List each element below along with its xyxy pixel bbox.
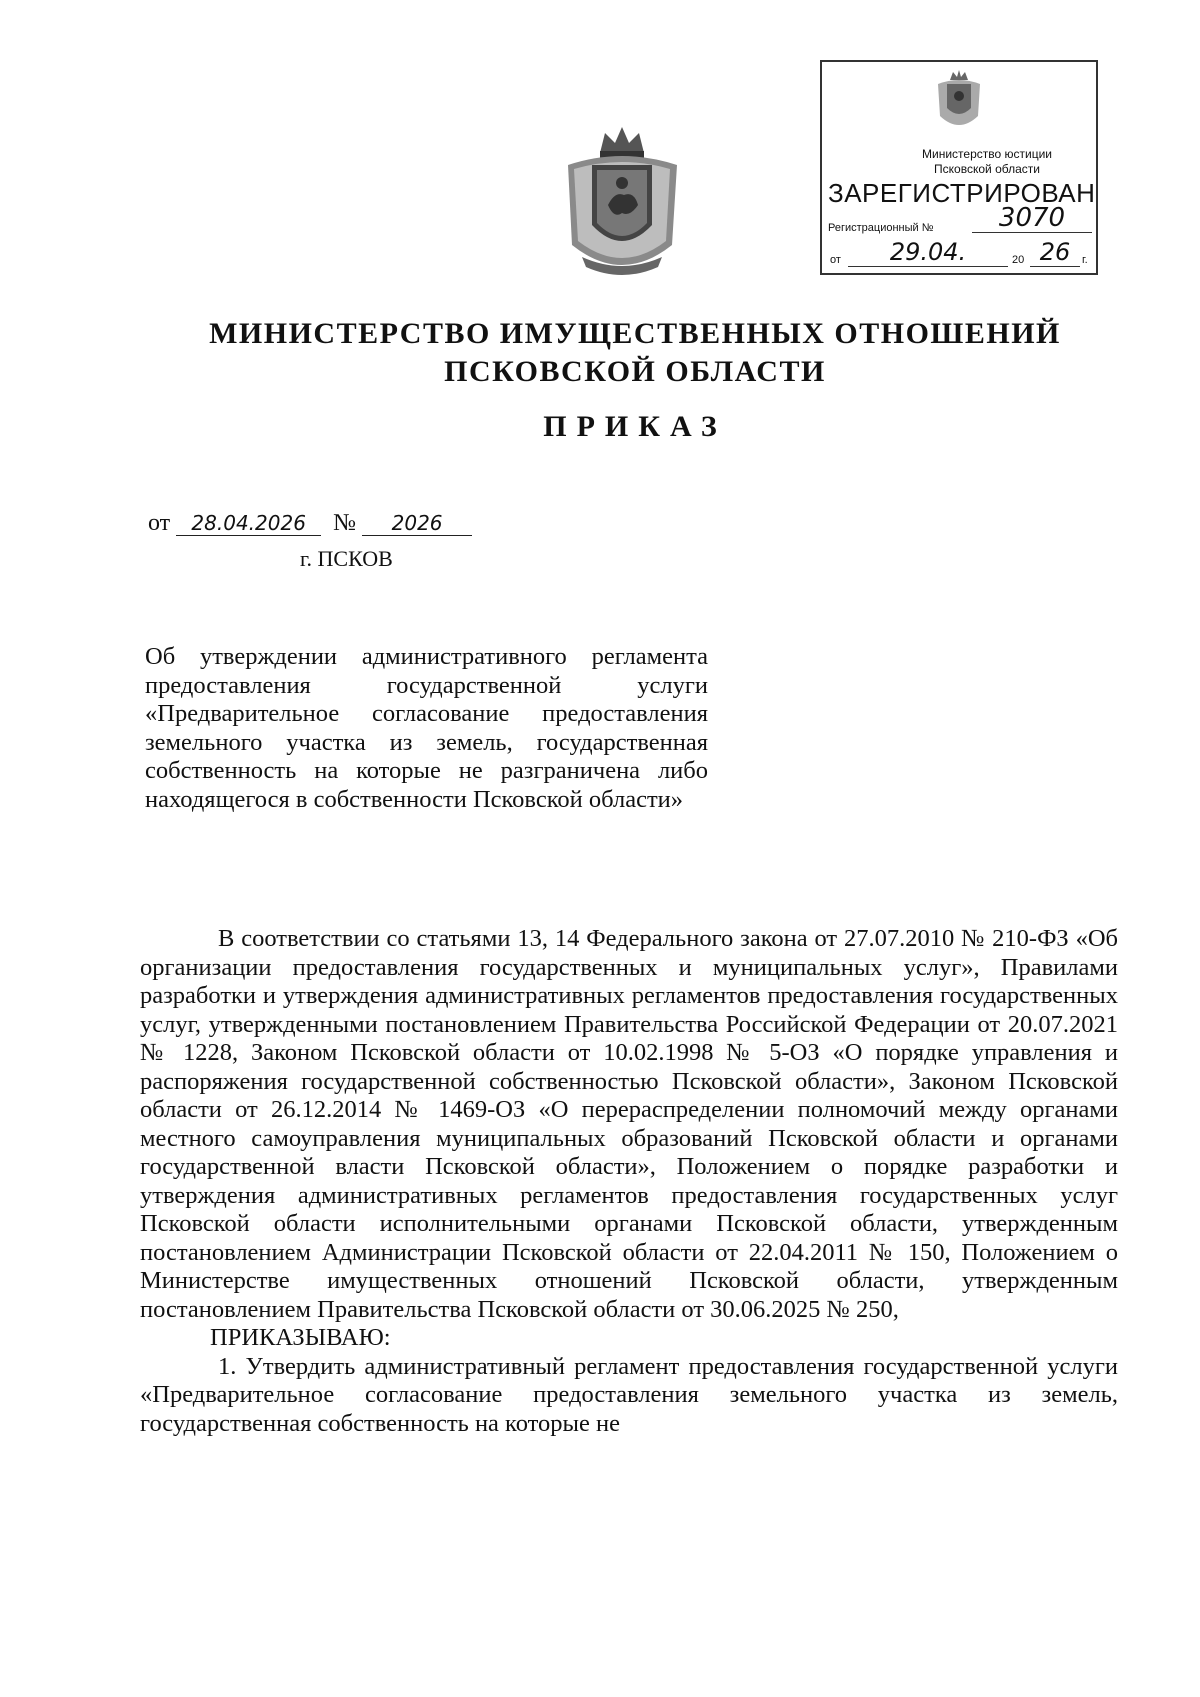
item-1-text: Утвердить административный регламент предоставления государственной услуги «Предварительное согласование предоставления земельного участка из земель, государственная собственность на которые не [140, 1352, 1118, 1437]
stamp-status: ЗАРЕГИСТРИРОВАН [828, 178, 1096, 208]
order-subject: Об утверждении административного регламента предоставления государственной услуги «Предварительное согласование предоставления земельного участка из земель, государственная собственность на которые не разграничена либо находящегося в собственности Псковской области» [145, 643, 708, 813]
stamp-ministry-name [882, 147, 1092, 177]
stamp-ministry-line2: Псковской области [934, 162, 1040, 176]
order-from-label: от [148, 510, 171, 536]
stamp-date: 29.04. [848, 238, 1008, 267]
stamp-year: 26 [1030, 238, 1080, 267]
registration-stamp [820, 60, 1098, 275]
organization-name [160, 315, 1110, 391]
order-directive: ПРИКАЗЫВАЮ: [210, 1324, 391, 1351]
item-1-paragraph [140, 1353, 1118, 1439]
coat-of-arms-emblem [560, 125, 685, 280]
organization-line2: ПСКОВСКОЙ ОБЛАСТИ [444, 355, 826, 388]
document-body [140, 925, 1118, 1438]
preamble-paragraph: В соответствии со статьями 13, 14 Федерального закона от 27.07.2010 № 210-ФЗ «Об организации предоставления государственных и муниципальных услуг», Правилами разработки и утверждения административных регламентов предоставления государственных услуг, утвержденными постановлением Правительства Российской Федерации от 20.07.2021 № 1228, Законом Псковской области от 10.02.1998 № 5-ОЗ «О порядке управления и распоряжения государственной собственностью Псковской области», Законом Псковской области от 26.12.2014 № 1469-ОЗ «О перераспределении полномочий между органами местного самоуправления муниципальных образований Псковской области и органами государственной власти Псковской области», Положением о порядке разработки и утверждения административных регламентов предоставления государственных услуг Псковской области исполнительными органами Псковской области, утвержденным постановлением Администрации Псковской области от 22.04.2011 № 150, Положением о Министерстве имущественных отношений Псковской области, утвержденным постановлением Правительства Псковской области от 30.06.2025 № 250, [140, 925, 1118, 1323]
stamp-ministry-line1: Министерство юстиции [922, 147, 1052, 161]
stamp-year-suffix: г. [1082, 254, 1088, 266]
stamp-reg-label: Регистрационный № [828, 222, 934, 234]
order-city: г. ПСКОВ [300, 546, 393, 571]
organization-line1: МИНИСТЕРСТВО ИМУЩЕСТВЕННЫХ ОТНОШЕНИЙ [209, 317, 1061, 350]
order-number-label: № [333, 510, 357, 536]
item-1-number: 1. [218, 1352, 237, 1380]
order-date: 28.04.2026 [176, 511, 321, 536]
stamp-reg-number: 3070 [972, 204, 1092, 233]
order-number: 2026 [362, 511, 472, 536]
document-type: ПРИКАЗ [543, 410, 727, 443]
stamp-emblem-icon [934, 70, 984, 132]
order-line [148, 510, 472, 537]
stamp-from-label: от [830, 254, 841, 266]
stamp-year-prefix: 20 [1012, 254, 1025, 266]
